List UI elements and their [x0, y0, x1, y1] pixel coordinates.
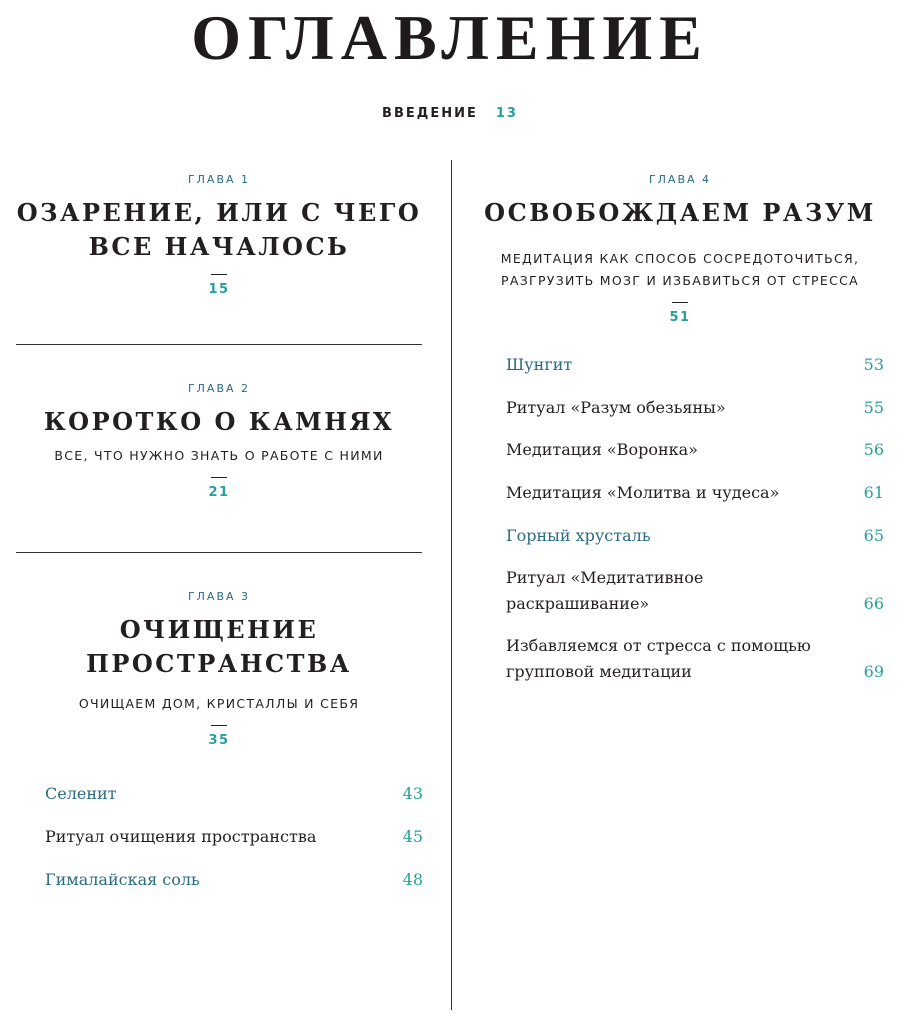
entry-title-line: раскрашивание» — [506, 594, 650, 613]
chapter-2 — [16, 381, 422, 502]
entry-title: Ритуал очищения пространства — [45, 827, 317, 846]
chapter-title[interactable] — [480, 196, 880, 230]
chapter-page-number: 35 — [208, 733, 230, 748]
entry-title — [506, 565, 703, 617]
introduction-line[interactable] — [0, 104, 900, 124]
chapter-subtitle-line: ВСЕ, ЧТО НУЖНО ЗНАТЬ О РАБОТЕ С НИМИ — [54, 448, 384, 463]
toc-entry-shungite[interactable] — [506, 352, 884, 378]
entry-title-line: групповой медитации — [506, 662, 692, 681]
chapter-label: ГЛАВА 3 — [187, 590, 251, 603]
entry-title: Медитация «Молитва и чудеса» — [506, 483, 780, 502]
entry-page-number: 61 — [863, 483, 884, 502]
dash-separator — [211, 477, 227, 478]
chapter-label: ГЛАВА 1 — [187, 173, 251, 186]
entry-page-number: 56 — [863, 440, 884, 459]
chapter-title-line: ВСЕ НАЧАЛОСЬ — [88, 232, 350, 261]
chapter-title-line: ОЧИЩЕНИЕ — [119, 615, 319, 644]
toc-entry-himalayan-salt[interactable] — [45, 867, 423, 893]
chapter-4 — [480, 172, 880, 327]
chapter-divider — [16, 552, 422, 553]
toc-entry-meditative-coloring-ritual[interactable] — [506, 565, 884, 617]
chapter-title-line: ПРОСТРАНСТВА — [86, 649, 352, 678]
entry-title: Медитация «Воронка» — [506, 440, 698, 459]
toc-entry-group-meditation[interactable] — [506, 633, 884, 685]
introduction-page: 13 — [495, 106, 518, 121]
entry-page-number: 66 — [863, 594, 884, 613]
dash-separator — [211, 274, 227, 275]
chapter-subtitle-line: РАЗГРУЗИТЬ МОЗГ И ИЗБАВИТЬСЯ ОТ СТРЕССА — [501, 273, 859, 288]
entry-title: Горный хрусталь — [506, 526, 651, 545]
chapter-subtitle — [480, 248, 880, 292]
dash-separator — [672, 302, 688, 303]
chapter-title[interactable] — [16, 613, 422, 681]
chapter-label: ГЛАВА 4 — [648, 173, 712, 186]
toc-entry-prayer-miracles-meditation[interactable] — [506, 480, 884, 506]
chapter-page-number: 21 — [208, 485, 230, 500]
entry-title: Селенит — [45, 784, 117, 803]
chapter-subtitle-line: МЕДИТАЦИЯ КАК СПОСОБ СОСРЕДОТОЧИТЬСЯ, — [500, 251, 860, 266]
entry-page-number: 53 — [863, 355, 884, 374]
entry-title-line: Ритуал «Медитативное — [506, 568, 704, 587]
chapter-subtitle-line: ОЧИЩАЕМ ДОМ, КРИСТАЛЛЫ И СЕБЯ — [78, 696, 360, 711]
chapter-title-line: КОРОТКО О КАМНЯХ — [43, 407, 395, 436]
chapter-page-number: 51 — [669, 310, 691, 325]
chapter-subtitle — [16, 445, 422, 467]
entry-title: Гималайская соль — [45, 870, 200, 889]
chapter-page-number: 15 — [208, 282, 230, 297]
chapter-divider — [16, 344, 422, 345]
entry-page-number: 55 — [863, 398, 884, 417]
column-divider — [451, 160, 452, 1010]
entry-page-number: 43 — [402, 784, 423, 803]
chapter-1 — [16, 172, 422, 299]
entry-title: Ритуал «Разум обезьяны» — [506, 398, 726, 417]
introduction-label: ВВЕДЕНИЕ — [382, 106, 478, 121]
entry-page-number: 65 — [863, 526, 884, 545]
entry-page-number: 45 — [402, 827, 423, 846]
toc-entry-selenite[interactable] — [45, 781, 423, 807]
chapter-title[interactable] — [16, 196, 422, 264]
entry-page-number: 48 — [402, 870, 423, 889]
chapter-title-line: ОЗАРЕНИЕ, ИЛИ С ЧЕГО — [16, 198, 422, 227]
toc-entry-rock-crystal[interactable] — [506, 523, 884, 549]
entry-page-number: 69 — [863, 662, 884, 681]
entry-title: Шунгит — [506, 355, 573, 374]
entry-title-line: Избавляемся от стресса с помощью — [506, 636, 811, 655]
page-title: ОГЛАВЛЕНИЕ — [191, 2, 709, 73]
toc-entry-funnel-meditation[interactable] — [506, 437, 884, 463]
chapter-3 — [16, 589, 422, 750]
entry-title — [506, 633, 811, 685]
chapter-label: ГЛАВА 2 — [187, 382, 251, 395]
dash-separator — [211, 725, 227, 726]
toc-entry-space-cleansing-ritual[interactable] — [45, 824, 423, 850]
chapter-title[interactable] — [16, 405, 422, 439]
chapter-subtitle — [16, 693, 422, 715]
chapter-title-line: ОСВОБОЖДАЕМ РАЗУМ — [484, 198, 876, 227]
toc-entry-monkey-mind-ritual[interactable] — [506, 395, 884, 421]
